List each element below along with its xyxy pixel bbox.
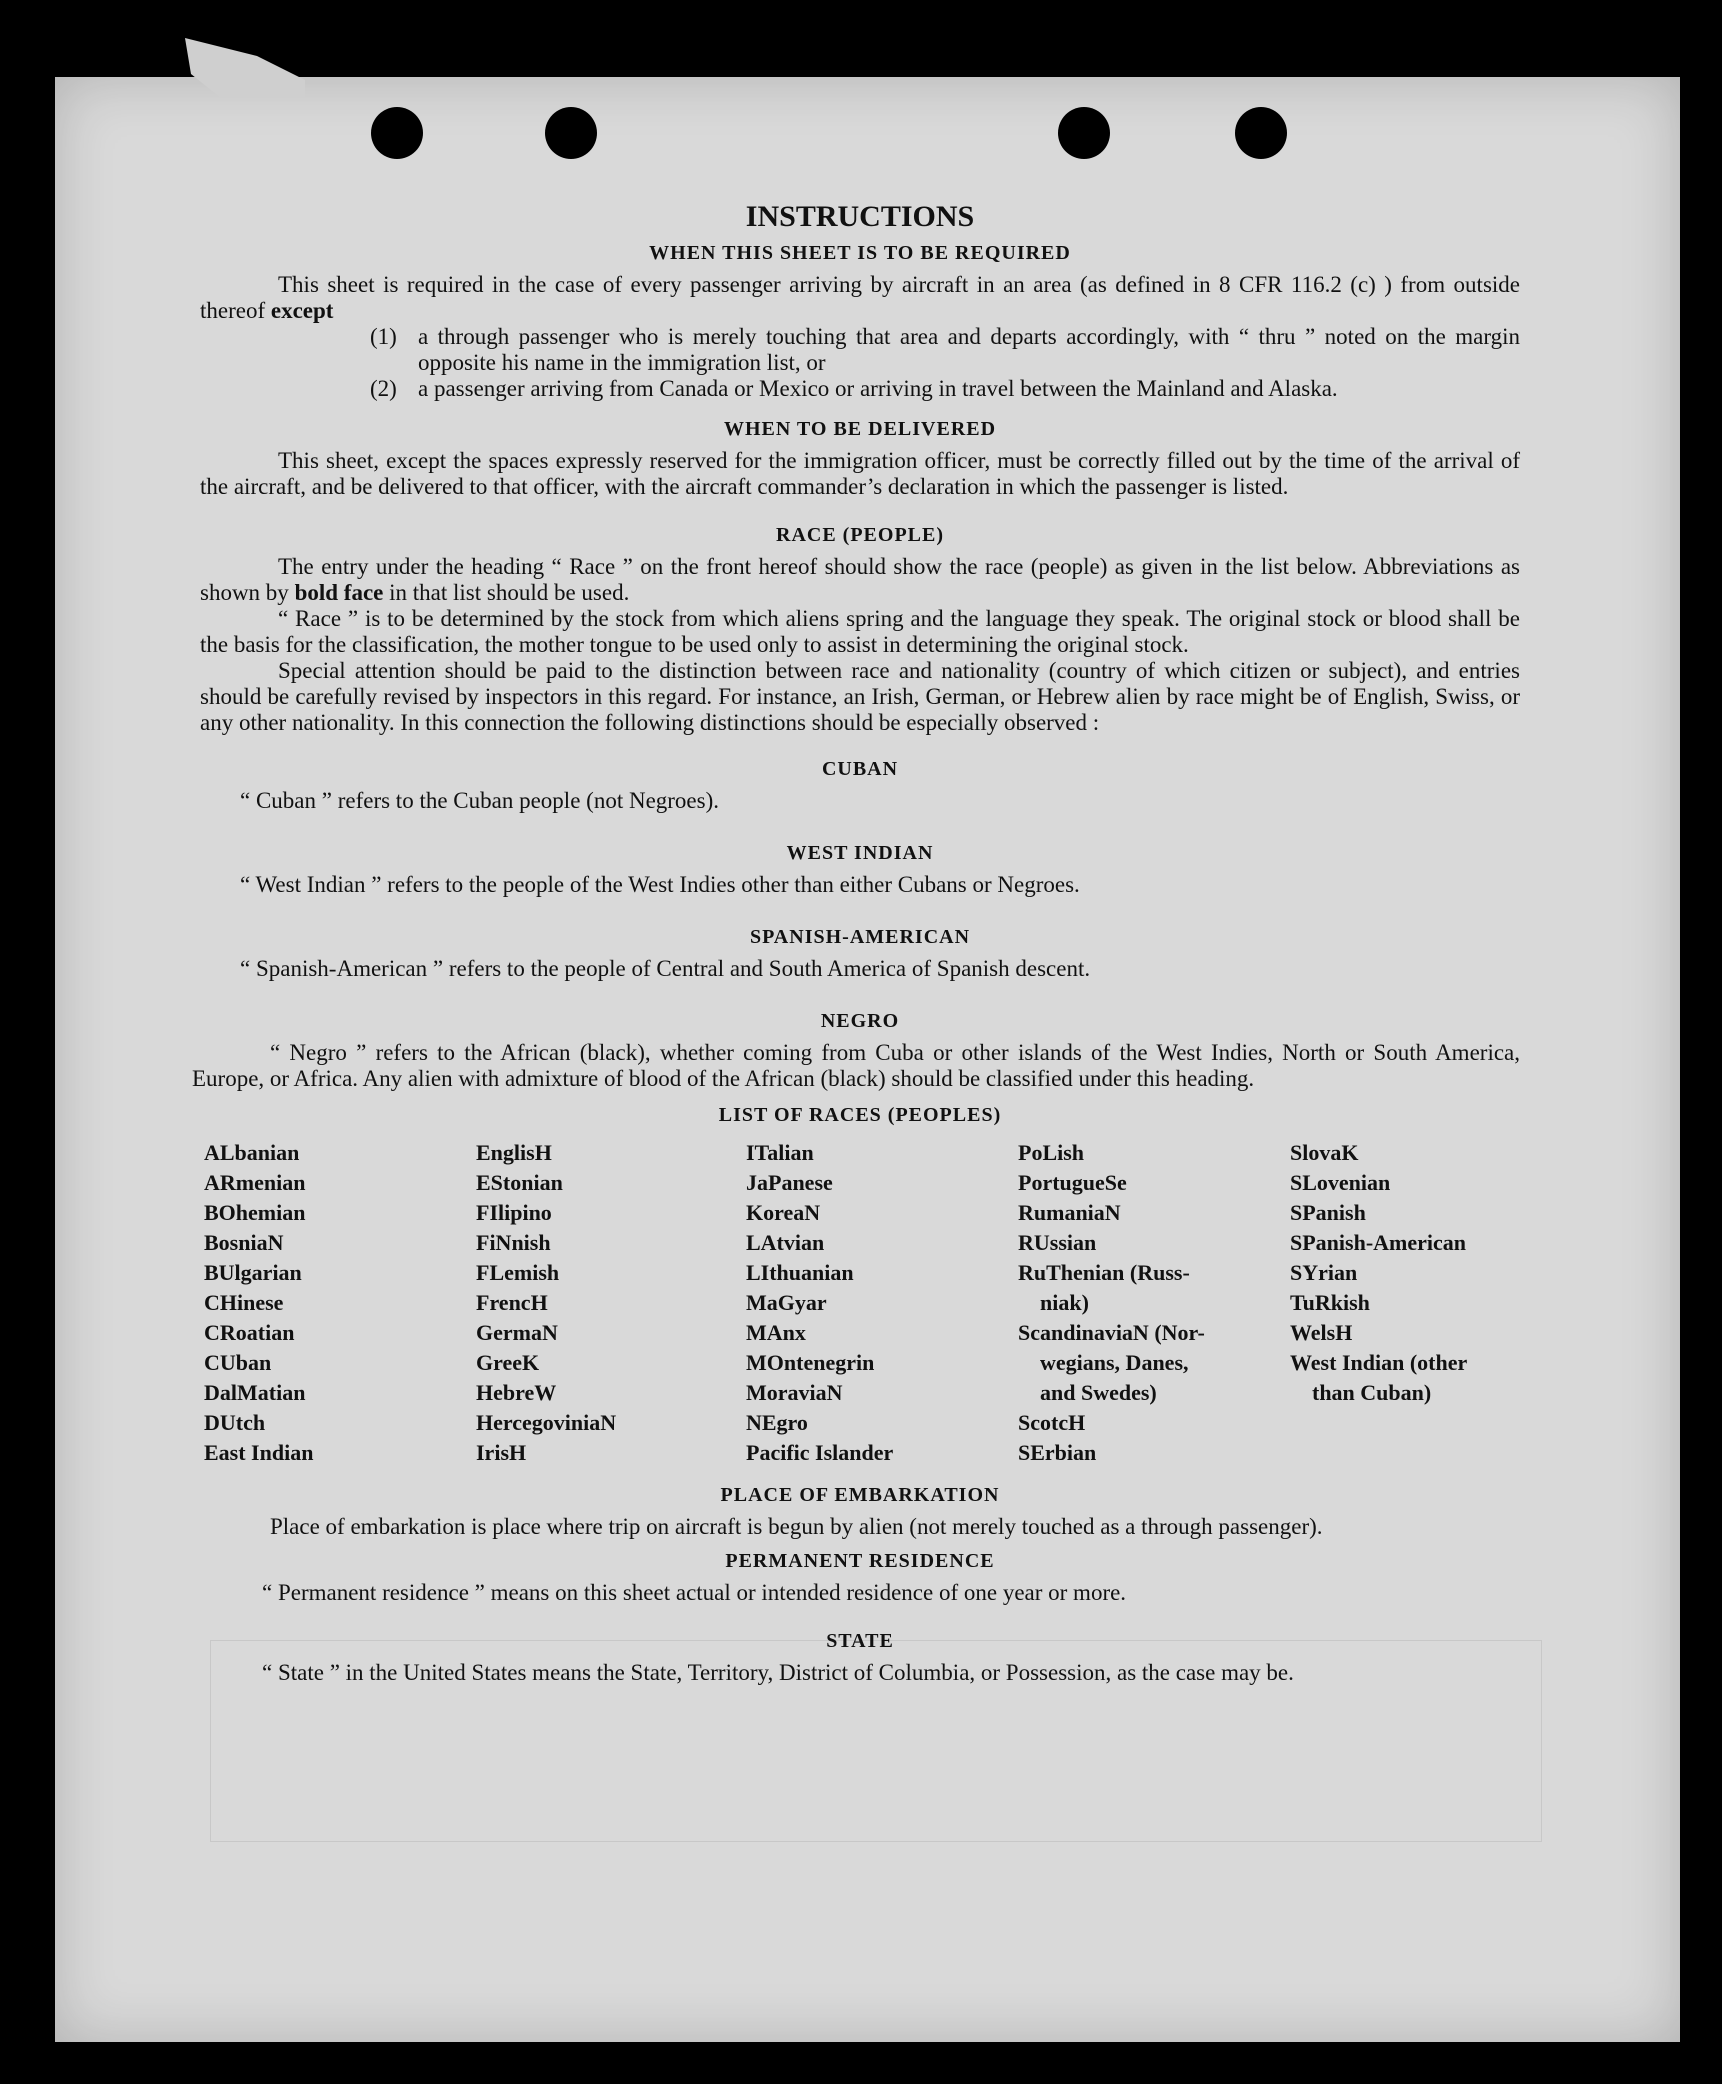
race-entry: West Indian (other <box>1290 1350 1468 1375</box>
race-entry: FrencH <box>476 1290 548 1315</box>
race-entry: SPanish <box>1290 1200 1366 1225</box>
race-entry: JaPanese <box>746 1170 833 1195</box>
race-entry-continued: niak) <box>1040 1290 1089 1315</box>
embarkation-text: Place of embarkation is place where trip on aircraft is begun by alien (not merely touched as a through passenger). <box>270 1514 1323 1539</box>
race-entry: SErbian <box>1018 1440 1097 1465</box>
race-paragraph-2: “ Race ” is to be determined by the stock from which aliens spring and the language they speak. The original stock or blood shall be the basis for the classification, the mother tongue to be used only to assist in determining the original stock. <box>200 606 1520 657</box>
race-entry: NEgro <box>746 1410 808 1435</box>
race-entry: BOhemian <box>204 1200 306 1225</box>
race-entry: PortugueSe <box>1018 1170 1127 1195</box>
heading-race: RACE (PEOPLE) <box>776 524 944 546</box>
races-column-5 <box>1290 1138 1530 1468</box>
race-entry: BosniaN <box>204 1230 284 1255</box>
heading-west-indian: WEST INDIAN <box>786 842 934 864</box>
race-entry: DUtch <box>204 1410 266 1435</box>
race-entry: PoLish <box>1018 1140 1085 1165</box>
heading-state: STATE <box>826 1630 894 1652</box>
page-title: INSTRUCTIONS <box>745 200 975 233</box>
punch-hole <box>1058 107 1110 159</box>
race-entry: RuThenian (Russ- <box>1018 1260 1190 1285</box>
punch-hole <box>371 107 423 159</box>
race-entry: ITalian <box>746 1140 814 1165</box>
race-entry-continued: wegians, Danes, <box>1040 1350 1189 1375</box>
race-entry: CHinese <box>204 1290 284 1315</box>
required-item-1: (1) a through passenger who is merely touching that area and departs accordingly, with “ thru ” noted on the margin opposite his name in the immigration list, or <box>370 324 1520 375</box>
required-item-2: (2) a passenger arriving from Canada or Mexico or arriving in travel between the Mainland and Alaska. <box>370 376 1338 401</box>
heading-negro: NEGRO <box>820 1010 900 1032</box>
race-entry: MOntenegrin <box>746 1350 875 1375</box>
cuban-text: “ Cuban ” refers to the Cuban people (not Negroes). <box>240 788 720 813</box>
instructions-content <box>192 200 1520 1686</box>
race-entry: RUssian <box>1018 1230 1097 1255</box>
west-indian-text: “ West Indian ” refers to the people of the West Indies other than either Cubans or Negroes. <box>240 872 1080 897</box>
races-column-2 <box>476 1138 746 1468</box>
race-entry: GermaN <box>476 1320 558 1345</box>
race-entry: WelsH <box>1290 1320 1353 1345</box>
race-entry: GreeK <box>476 1350 540 1375</box>
heading-cuban: CUBAN <box>821 758 899 780</box>
race-entry: MAnx <box>746 1320 806 1345</box>
race-entry: SlovaK <box>1290 1140 1359 1165</box>
races-column-3 <box>746 1138 1018 1468</box>
heading-list-of-races: LIST OF RACES (PEOPLES) <box>718 1104 1002 1126</box>
residence-text: “ Permanent residence ” means on this sheet actual or intended residence of one year or more. <box>262 1580 1127 1605</box>
race-entry: ScotcH <box>1018 1410 1086 1435</box>
race-entry: SLovenian <box>1290 1170 1391 1195</box>
race-entry: ALbanian <box>204 1140 300 1165</box>
race-entry: East Indian <box>204 1440 314 1465</box>
race-entry: FLemish <box>476 1260 560 1285</box>
heading-spanish-american: SPANISH-AMERICAN <box>749 926 971 948</box>
race-entry: KoreaN <box>746 1200 821 1225</box>
race-entry: FiNnish <box>476 1230 551 1255</box>
race-paragraph-1: The entry under the heading “ Race ” on the front hereof should show the race (people) as given in the list below. Abbreviations as shown by bold face in that list should be used. <box>200 554 1520 605</box>
heading-required: WHEN THIS SHEET IS TO BE REQUIRED <box>649 242 1071 264</box>
race-entry: FIlipino <box>476 1200 552 1225</box>
race-entry: MaGyar <box>746 1290 827 1315</box>
race-entry: Pacific Islander <box>746 1440 894 1465</box>
spanish-american-text: “ Spanish-American ” refers to the people of Central and South America of Spanish descent. <box>240 956 1091 981</box>
race-entry: RumaniaN <box>1018 1200 1121 1225</box>
race-entry: EStonian <box>476 1170 563 1195</box>
race-entry: ScandinaviaN (Nor- <box>1018 1320 1205 1345</box>
race-entry: DalMatian <box>204 1380 306 1405</box>
races-list <box>204 1138 1520 1468</box>
delivered-text: This sheet, except the spaces expressly reserved for the immigration officer, must be correctly filled out by the time of the arrival of the aircraft, and be delivered to that officer, with the aircraft commander’s declaration in which the passenger is listed. <box>200 448 1520 499</box>
race-entry: LIthuanian <box>746 1260 854 1285</box>
punch-hole <box>545 107 597 159</box>
state-text: “ State ” in the United States means the State, Territory, District of Columbia, or Possession, as the case may be. <box>262 1660 1294 1685</box>
heading-residence: PERMANENT RESIDENCE <box>725 1550 995 1572</box>
races-column-1 <box>204 1138 476 1468</box>
race-paragraph-3: Special attention should be paid to the distinction between race and nationality (country of which citizen or subject), and entries should be carefully revised by inspectors in this regard. For instance, an Irish, German, or Hebrew alien by race might be of English, Swiss, or any other nationality. In this connection the following distinctions should be especially observed : <box>200 658 1520 735</box>
heading-delivered: WHEN TO BE DELIVERED <box>723 418 997 440</box>
punch-hole <box>1235 107 1287 159</box>
race-entry: EnglisH <box>476 1140 552 1165</box>
race-entry: ARmenian <box>204 1170 306 1195</box>
race-entry-continued: than Cuban) <box>1312 1380 1432 1405</box>
race-entry: HercegoviniaN <box>476 1410 617 1435</box>
race-entry: CRoatian <box>204 1320 295 1345</box>
race-entry: IrisH <box>476 1440 527 1465</box>
race-entry: SYrian <box>1290 1260 1358 1285</box>
race-entry-continued: and Swedes) <box>1040 1380 1157 1405</box>
race-entry: CUban <box>204 1350 272 1375</box>
races-column-4 <box>1018 1138 1290 1468</box>
race-entry: SPanish-American <box>1290 1230 1466 1255</box>
race-entry: TuRkish <box>1290 1290 1370 1315</box>
race-entry: LAtvian <box>746 1230 825 1255</box>
negro-text: “ Negro ” refers to the African (black), whether coming from Cuba or other islands of the West Indies, North or South America, Europe, or Africa. Any alien with admixture of blood of the African (black) should be classified under this heading. <box>192 1040 1520 1091</box>
race-entry: MoraviaN <box>746 1380 843 1405</box>
heading-embarkation: PLACE OF EMBARKATION <box>720 1484 1000 1506</box>
required-intro: This sheet is required in the case of every passenger arriving by aircraft in an area (as defined in 8 CFR 116.2 (c) ) from outside thereof except <box>200 272 1520 323</box>
race-entry: BUlgarian <box>204 1260 302 1285</box>
race-entry: HebreW <box>476 1380 557 1405</box>
